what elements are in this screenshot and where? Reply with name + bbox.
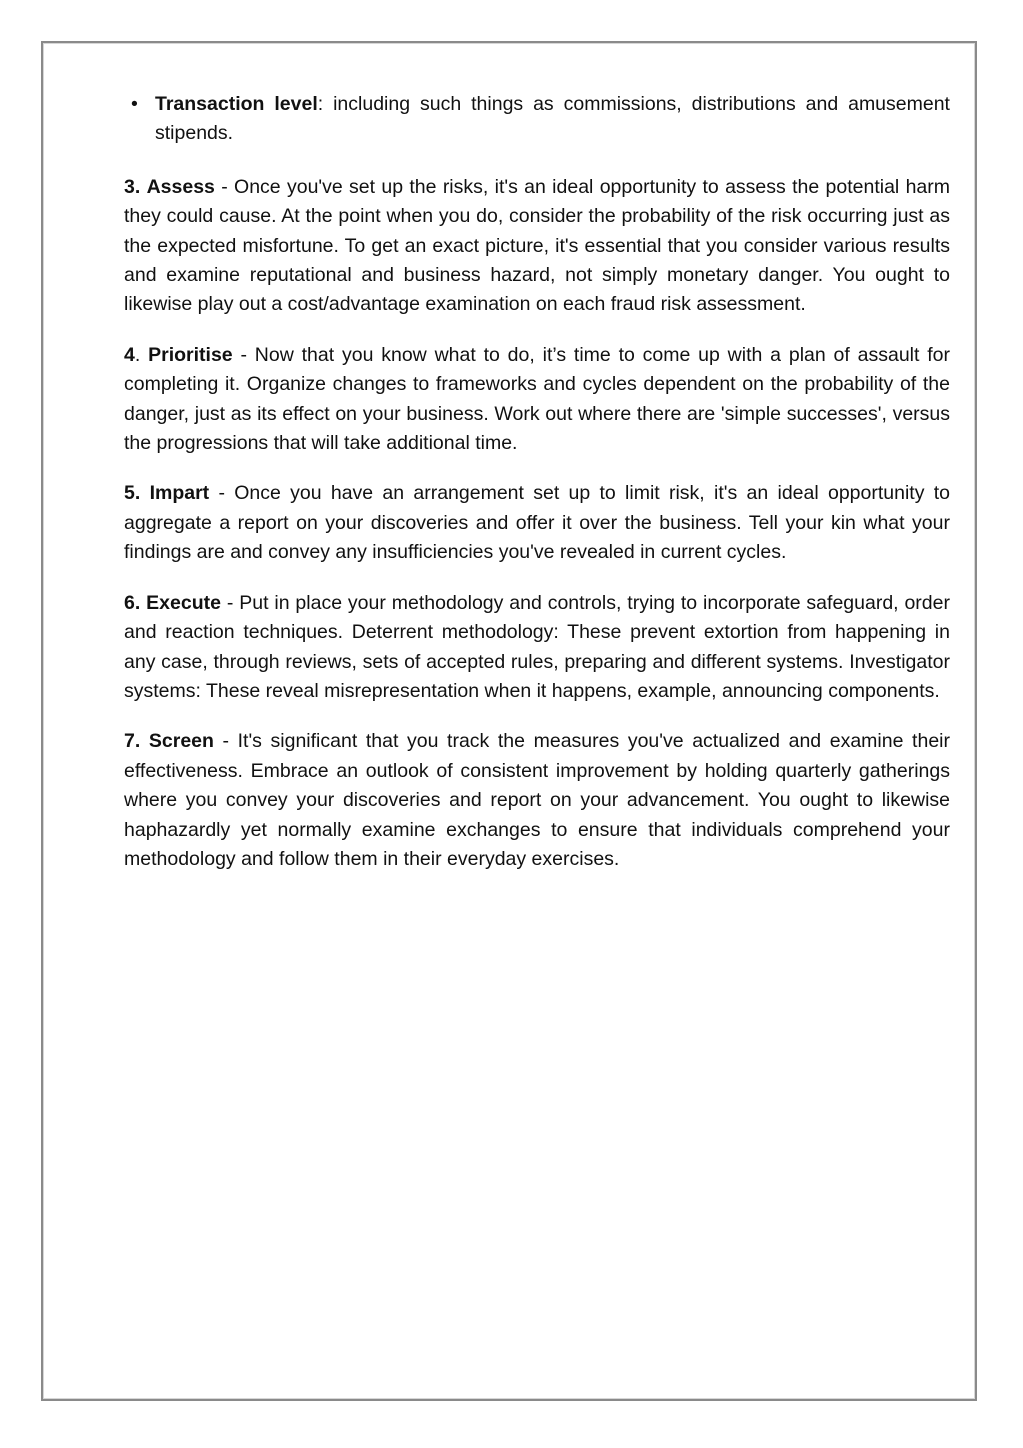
section-body: - Put in place your methodology and controls, trying to incorporate safeguard, order and reaction techniques. Deterrent methodology: These prevent extortion from happening in any case, through reviews, sets of accepted rules, preparing and different systems. Investigator systems: These reveal misrepresentation when it happens, example, announcing components. — [124, 591, 950, 702]
section-title: Prioritise — [148, 343, 233, 366]
section-body: - It's significant that you track the measures you've actualized and examine their effectiveness. Embrace an outlook of consistent improvement by holding quarterly gatherings where you convey your discoveries and report on your advancement. You ought to likewise haphazardly yet normally examine exchanges to ensure that individuals comprehend your methodology and follow them in their everyday exercises. — [124, 730, 950, 870]
section-title: Assess — [146, 175, 215, 198]
section-number: 4 — [124, 343, 135, 366]
section-body: - Once you've set up the risks, it's an ideal opportunity to assess the potential harm they could cause. At the point when you do, consider the probability of the risk occurring just as the expected misfortune. To get an exact picture, it's essential that you consider various results and examine reputational and business hazard, not simply monetary danger. You ought to likewise play out a cost/advantage examination on each fraud risk assessment. — [124, 175, 950, 316]
section-title: Screen — [148, 730, 214, 753]
section-body: - Now that you know what to do, it’s time to come up with a plan of assault for completing it. Organize changes to frameworks and cycles dependent on the probability of the danger, just as its effect on your business. Work out where there are 'simple successes', versus the progressions that will take additional time. — [124, 343, 950, 455]
section-spacer: . — [134, 343, 149, 366]
section-impart — [124, 479, 950, 567]
bullet-dot: • — [131, 93, 138, 115]
section-assess — [124, 173, 950, 320]
section-title: Execute — [146, 591, 221, 614]
section-body: - Once you have an arrangement set up to limit risk, it's an ideal opportunity to aggregate a report on your discoveries and offer it over the business. Tell your kin what your findings are and convey any insufficiencies you've revealed in current cycles. — [124, 482, 950, 564]
bullet-term: Transaction level — [155, 93, 318, 115]
section-spacer — [140, 730, 149, 752]
section-title: Impart — [149, 482, 210, 505]
section-prioritise — [124, 341, 950, 459]
section-number: 6. — [124, 591, 141, 614]
bullet-separator: : — [317, 93, 324, 115]
bullet-text: including such things as commissions, distributions and amusement stipends. — [155, 93, 950, 145]
section-number: 3. — [124, 175, 141, 198]
section-execute — [124, 589, 950, 707]
document-body — [124, 90, 950, 895]
section-number: 5. — [124, 482, 141, 505]
section-number: 7. — [124, 730, 141, 753]
section-spacer — [140, 482, 149, 504]
section-screen — [124, 727, 950, 874]
bullet-transaction-level — [124, 90, 950, 149]
